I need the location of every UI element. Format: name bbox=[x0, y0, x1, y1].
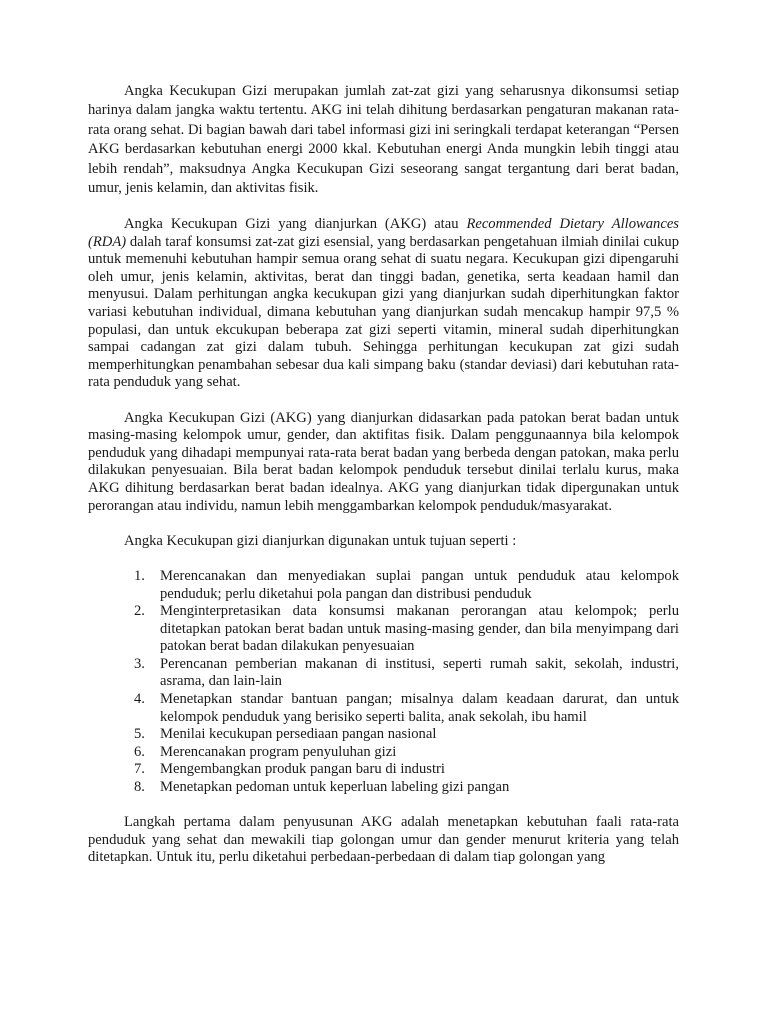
list-item-text: Menetapkan standar bantuan pangan; misalnya dalam keadaan darurat, dan untuk kelompok penduduk yang berisiko seperti balita, anak sekolah, ibu hamil bbox=[160, 691, 679, 725]
list-item-number: 6. bbox=[134, 743, 145, 760]
paragraph-gap bbox=[88, 515, 679, 533]
list-item-number: 2. bbox=[134, 603, 145, 620]
list-item-text: Merencanakan program penyuluhan gizi bbox=[160, 743, 397, 760]
list-item-number: 5. bbox=[134, 726, 145, 743]
list-item bbox=[88, 779, 679, 797]
list-item bbox=[88, 761, 679, 779]
paragraph-rda-lead: Angka Kecukupan Gizi yang dianjurkan (AKG) atau bbox=[124, 216, 467, 233]
list-item-number: 8. bbox=[134, 779, 145, 796]
list-item-number: 3. bbox=[134, 655, 145, 672]
list-item-number: 1. bbox=[134, 567, 145, 584]
list-item-text: Perencanan pemberian makanan di institusi, seperti rumah sakit, sekolah, industri, asrama, dan lain-lain bbox=[160, 655, 679, 690]
list-item-text: Mengembangkan produk pangan baru di industri bbox=[160, 761, 445, 778]
paragraph-gap bbox=[88, 198, 679, 216]
list-item-text: Menilai kecukupan persediaan pangan nasional bbox=[160, 726, 437, 743]
paragraph-rda-italic-term: Recommended Dietary Allowances (RDA) bbox=[88, 216, 679, 250]
list-item bbox=[88, 603, 679, 656]
list-item-text: Menetapkan pedoman untuk keperluan labeling gizi pangan bbox=[160, 779, 510, 796]
paragraph-akg-definition: Angka Kecukupan Gizi merupakan jumlah zat-zat gizi yang seharusnya dikonsumsi setiap harinya dalam jangka waktu tertentu. AKG ini telah dihitung berdasarkan pengaturan makanan rata-rata orang sehat. Di bagian bawah dari tabel informasi gizi ini seringkali terdapat keterangan “Persen AKG berdasarkan kebutuhan energi 2000 kkal. Kebutuhan energi Anda mungkin lebih tinggi atau lebih rendah”, maksudnya Angka Kecukupan Gizi seseorang sangat tergantung dari berat badan, umur, jenis kelamin, dan aktivitas fisik. bbox=[88, 83, 679, 197]
paragraph-body-weight: Angka Kecukupan Gizi (AKG) yang dianjurkan didasarkan pada patokan berat badan untuk masing-masing kelompok umur, gender, dan aktifitas fisik. Dalam penggunaannya bila kelompok penduduk yang dihadapi mempunyai rata-rata berat badan yang berbeda dengan patokan, maka perlu dilakukan penyesuaian. Bila berat badan kelompok penduduk tersebut dinilai terlalu kurus, maka AKG dihitung berdasarkan berat badan idealnya. AKG yang dianjurkan tidak dipergunakan untuk perorangan atau individu, namun lebih menggambarkan kelompok penduduk/masyarakat. bbox=[88, 409, 679, 514]
list-item bbox=[88, 568, 679, 603]
paragraph-gap bbox=[88, 797, 679, 815]
paragraph-list-intro: Angka Kecukupan gizi dianjurkan digunakan untuk tujuan seperti : bbox=[124, 532, 517, 549]
list-item bbox=[88, 691, 679, 726]
paragraph-rda-rest: dalah taraf konsumsi zat-zat gizi esensial, yang berdasarkan pengetahuan ilmiah dinilai cukup untuk memenuhi kebutuhan hampir semua orang sehat di suatu negara. Kecukupan gizi dipengaruhi oleh umur, jenis kelamin, aktivitas, berat dan tinggi badan, genetika, serta keadaan hamil dan menyusui. Dalam perhitungan angka kecukupan gizi yang dianjurkan sudah diperhitungkan faktor variasi kebutuhan individual, dimana kebutuhan yang dianjurkan sudah mencakup hampir 97,5 % populasi, dan untuk ekcukupan beberapa zat gizi seperti vitamin, mineral sudah diperhitungkan sampai cadangan zat gizi dalam tubuh. Sehingga perhitungan kecukupan zat gizi sudah memperhitungkan penambahan sebesar dua kali simpang baku (standar deviasi) dari kebutuhan rata-rata penduduk yang sehat. bbox=[88, 233, 679, 391]
paragraph-gap bbox=[88, 392, 679, 410]
list-item-text: Merencanakan dan menyediakan suplai pangan untuk penduduk atau kelompok penduduk; perlu diketahui pola pangan dan distribusi penduduk bbox=[160, 567, 679, 602]
list-item-number: 7. bbox=[134, 761, 145, 778]
purpose-list bbox=[88, 568, 679, 797]
document-page bbox=[88, 82, 679, 867]
list-item-text: Menginterpretasikan data konsumsi makanan perorangan atau kelompok; perlu ditetapkan patokan berat badan untuk masing-masing gender, dan bila menyimpang dari patokan berat badan dilakukan penyesuaian bbox=[160, 603, 679, 655]
list-item-number: 4. bbox=[134, 691, 145, 708]
paragraph-gap bbox=[88, 550, 679, 568]
list-item bbox=[88, 744, 679, 762]
paragraph-first-step: Langkah pertama dalam penyusunan AKG adalah menetapkan kebutuhan faali rata-rata penduduk yang sehat dan mewakili tiap golongan umur dan gender menurut kriteria yang telah ditetapkan. Untuk itu, perlu diketahui perbedaan-perbedaan di dalam tiap golongan yang bbox=[88, 814, 679, 866]
list-item bbox=[88, 656, 679, 691]
paragraph-rda bbox=[88, 216, 679, 392]
list-item bbox=[88, 726, 679, 744]
